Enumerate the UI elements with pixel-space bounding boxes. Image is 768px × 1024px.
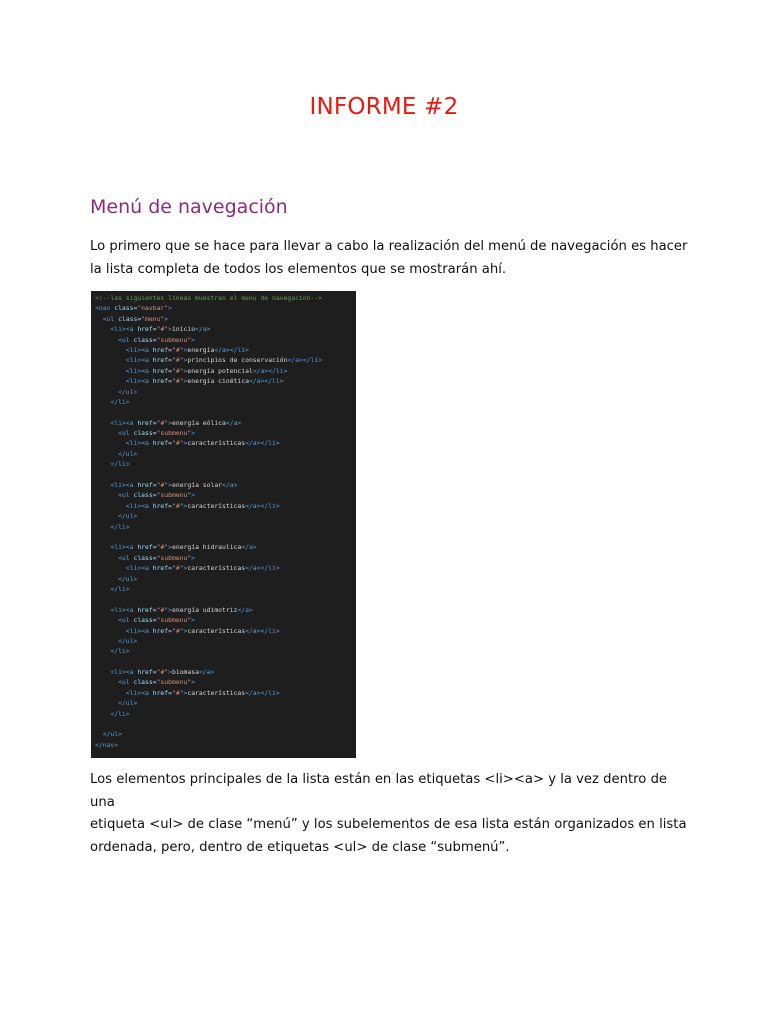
code-line: </li>: [110, 460, 130, 469]
code-line: <ul class="submenu">: [118, 678, 196, 687]
code-line: <li><a href="#">características</a></li>: [125, 564, 280, 573]
code-screenshot: [91, 291, 356, 758]
code-line: <li><a href="#">características</a></li>: [125, 439, 280, 448]
code-line: [95, 532, 322, 542]
code-line: <ul class="submenu">: [118, 553, 196, 562]
code-line: <ul class="submenu">: [118, 335, 196, 344]
paragraph-explanation: [90, 769, 690, 859]
paragraph-explanation-line-2: etiqueta <ul> de clase “menú” y los subelementos de esa lista están organizados en lista: [90, 817, 687, 832]
code-line: <li><a href="#">características</a></li>: [125, 501, 280, 510]
paragraph-intro: [90, 236, 690, 281]
code-line: </nav>: [95, 740, 119, 749]
code-line: [95, 719, 322, 729]
code-line: <li><a href="#">energía</a></li>: [125, 345, 249, 354]
code-line: <nav class="navbar">: [95, 304, 172, 313]
code-line: </ul>: [118, 449, 138, 458]
code-line: <li><a href="#">energía solar</a>: [110, 481, 238, 490]
code-line: <li><a href="#">energía hidraulica</a>: [110, 543, 257, 552]
code-line: </ul>: [118, 512, 138, 521]
code-line: </ul>: [118, 636, 138, 645]
code-line: <li><a href="#">características</a></li>: [125, 626, 280, 635]
code-line: </li>: [110, 709, 130, 718]
code-line: </ul>: [118, 699, 138, 708]
code-line: <li><a href="#">inicio</a>: [110, 325, 211, 334]
code-line: <ul class="submenu">: [118, 429, 196, 438]
code-line: </li>: [110, 522, 130, 531]
code-line: </ul>: [102, 730, 122, 739]
code-line: <li><a href="#">energía potencial</a></li>: [125, 366, 288, 375]
paragraph-explanation-line-1: Los elementos principales de la lista están en las etiquetas <li><a> y la vez dentro de una: [90, 772, 668, 810]
code-line: </li>: [110, 647, 130, 656]
code-line: <ul class="submenu">: [118, 616, 196, 625]
paragraph-intro-line-2: la lista completa de todos los elementos que se mostrarán ahí.: [90, 261, 507, 277]
code-line: [95, 657, 322, 667]
code-line: </li>: [110, 397, 130, 406]
code-line: </li>: [110, 584, 130, 593]
code-line: <li><a href="#">características</a></li>: [125, 688, 280, 697]
section-heading: Menú de navegación: [90, 196, 288, 218]
code-line: </ul>: [118, 387, 138, 396]
code-line: <li><a href="#">energía cinética</a></li>: [125, 377, 284, 386]
code-line: </ul>: [118, 574, 138, 583]
code-line: <li><a href="#">principios de conservación</a></li>: [125, 356, 323, 365]
document-title: INFORME #2: [309, 94, 459, 120]
paragraph-explanation-line-3: ordenada, pero, dentro de etiquetas <ul> de clase “submenú”.: [90, 839, 510, 855]
code-line: <ul class="submenu">: [118, 491, 196, 500]
paragraph-intro-line-1: Lo primero que se hace para llevar a cabo la realización del menú de navegación es hacer: [90, 239, 688, 254]
code-line: [95, 470, 322, 480]
code-line: <li><a href="#">energía eólica</a>: [110, 418, 242, 427]
code-lines: [95, 293, 322, 750]
code-line: [95, 407, 322, 417]
code-line: <ul class="menu">: [102, 314, 169, 323]
code-line: <li><a href="#">energía udimotriz</a>: [110, 605, 253, 614]
code-line: [95, 594, 322, 604]
code-line: <!--las siguientes lineas muestran el menu de navegacion-->: [95, 294, 323, 302]
code-line: <li><a href="#">biomasa</a>: [110, 668, 215, 677]
